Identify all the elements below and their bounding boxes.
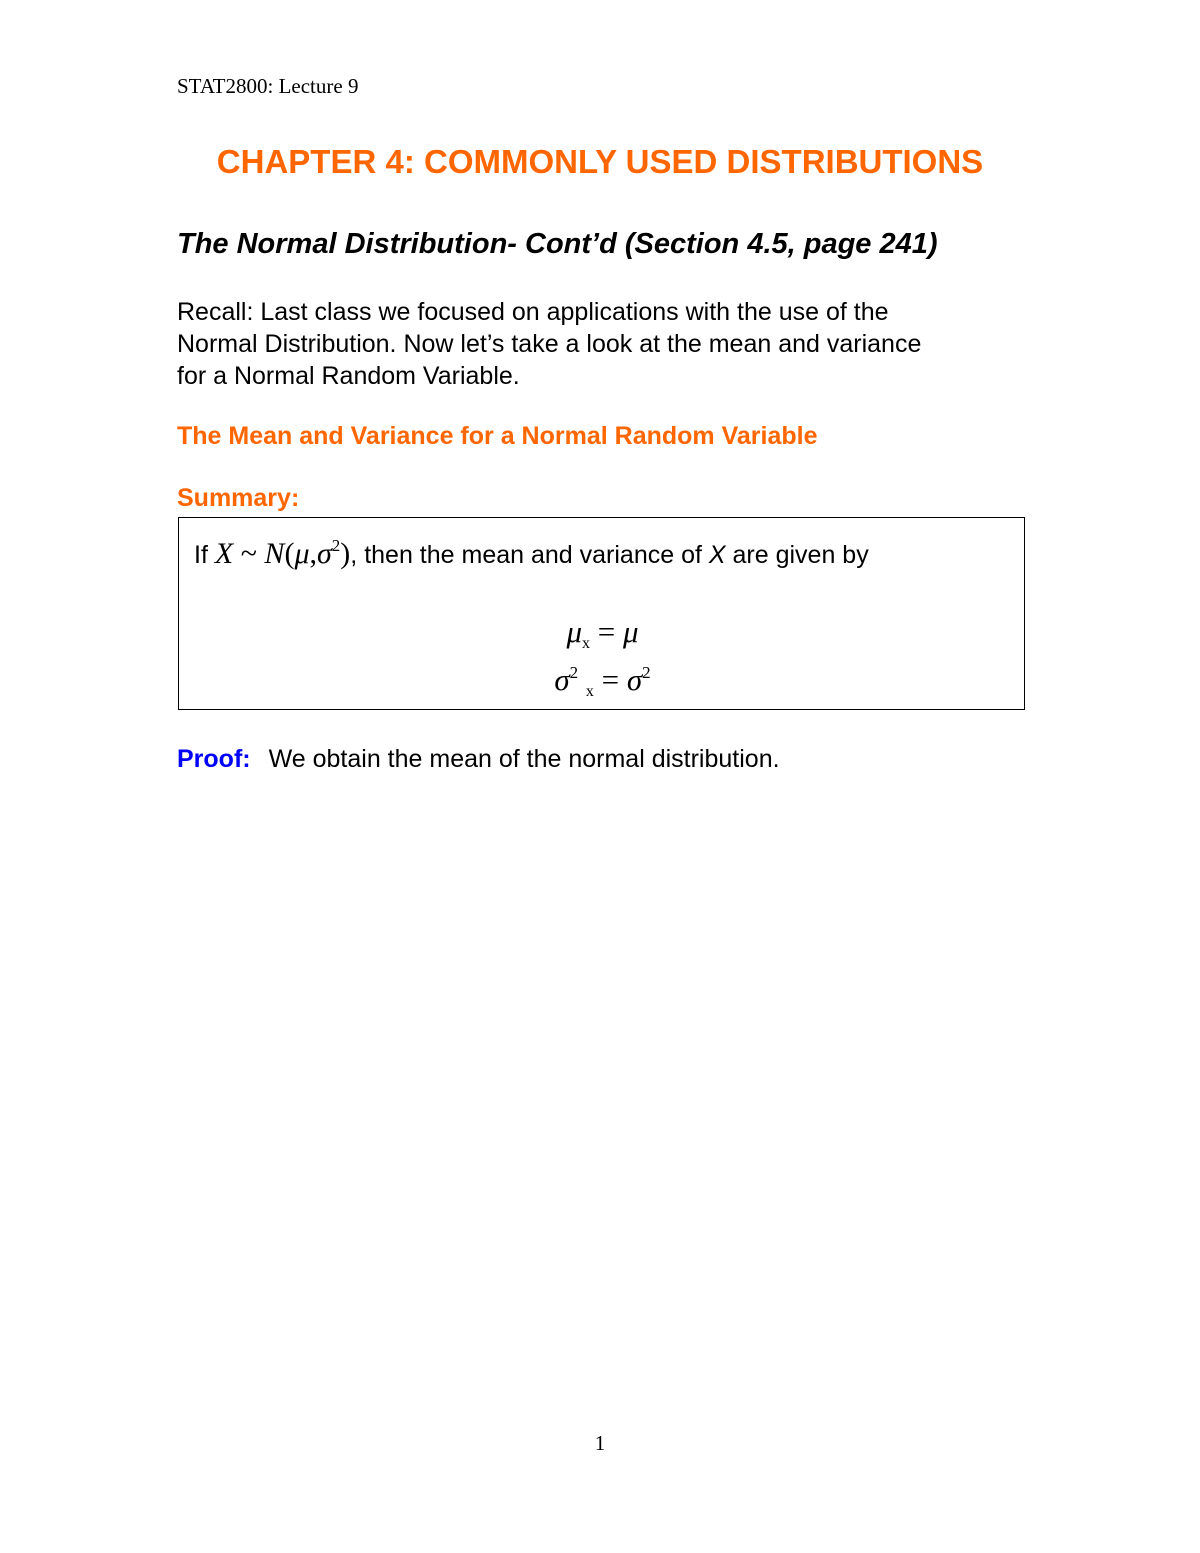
summary-suffix: are given by [732,541,869,569]
variance-subscript: x [585,683,594,700]
mean-rhs: μ [622,614,639,649]
summary-statement [194,536,869,571]
square-exponent: 2 [331,536,341,555]
section-heading: The Normal Distribution- Cont’d (Section 4.5, page 241) [177,228,938,260]
page-number: 1 [594,1431,606,1455]
proof-line [177,745,780,774]
recall-line-2: Normal Distribution. Now let’s take a look at the mean and variance [177,330,922,358]
distribution-name: N [264,537,285,570]
proof-text: We obtain the mean of the normal distribution. [268,745,780,773]
proof-label: Proof: [177,745,251,773]
tilde-symbol: ~ [240,537,257,570]
variance-lhs: σ [554,662,570,697]
mean-equation [179,614,1026,653]
distribution-variable: X [214,537,234,570]
variance-lhs-exponent: 2 [569,663,579,682]
mean-variance-heading: The Mean and Variance for a Normal Random Variable [177,422,818,450]
summary-box [178,517,1025,710]
recall-paragraph [177,296,1037,392]
variance-rhs-exponent: 2 [642,663,651,682]
summary-prefix: If [194,541,208,569]
mu-symbol: μ [294,537,310,570]
variance-rhs: σ [626,662,643,697]
summary-middle: , then the mean and variance of [350,541,702,569]
sigma-symbol: σ [317,537,332,570]
mean-subscript: x [582,635,590,652]
open-paren: ( [284,537,295,570]
recall-line-1: Recall: Last class we focused on applications with the use of the [177,298,889,326]
variance-equation [179,662,1026,701]
page-header: STAT2800: Lecture 9 [177,74,359,98]
summary-label: Summary: [177,484,300,512]
recall-line-3: for a Normal Random Variable. [177,362,520,390]
mean-equals: = [597,614,616,649]
summary-x-italic: X [708,541,726,569]
variance-equals: = [601,662,620,697]
close-paren: ) [340,537,351,570]
chapter-title: CHAPTER 4: COMMONLY USED DISTRIBUTIONS [216,143,984,180]
comma-symbol: , [309,537,317,570]
mean-lhs: μ [566,614,582,649]
